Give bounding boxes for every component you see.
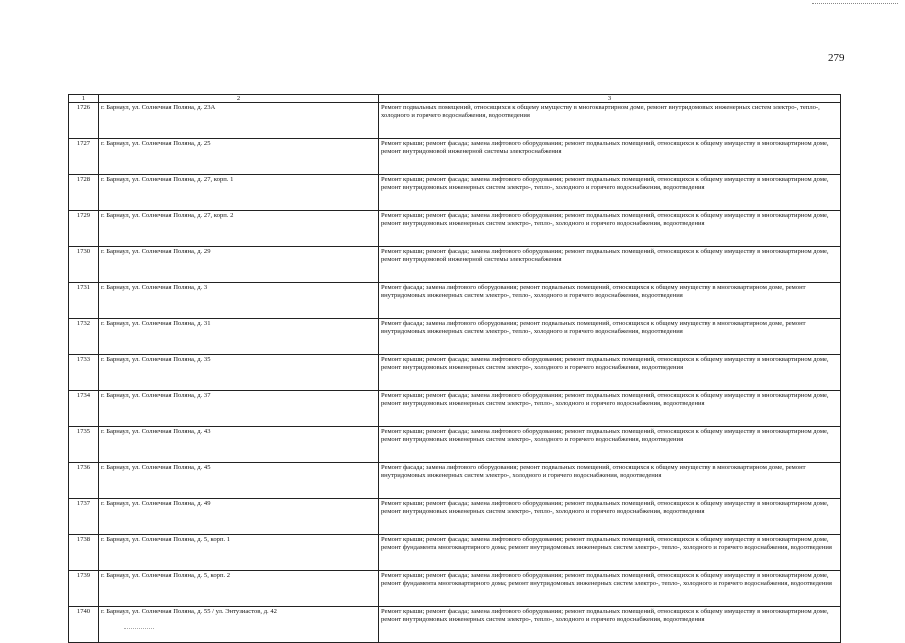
table-row: [69, 571, 841, 607]
works-cell: Ремонт крыши; ремонт фасада; замена лифтового оборудования; ремонт подвальных помещений, относящихся к общему имуществу в многоквартирном доме, ремонт внутридомовых инженерных систем электро-, тепло-, холодного и горячего водоснабжения, водоотведения: [379, 175, 841, 211]
row-number-cell: 1734: [69, 391, 99, 427]
row-number-cell: 1732: [69, 319, 99, 355]
works-cell: Ремонт крыши; ремонт фасада; замена лифтового оборудования; ремонт подвальных помещений, относящихся к общему имуществу в многоквартирном доме, ремонт фундамента многоквартирного дома; ремонт внутридомовых инженерных систем электро-, тепло-, холодного и горячего водоснабжения, водоотведения: [379, 571, 841, 607]
row-number-cell: 1733: [69, 355, 99, 391]
table-row: [69, 499, 841, 535]
table-row: [69, 463, 841, 499]
works-cell: Ремонт фасада; замена лифтового оборудования; ремонт подвальных помещений, относящихся к общему имуществу в многоквартирном доме, ремонт внутридомовых инженерных систем электро-, тепло-, холодного и горячего водоснабжения, водоотведения: [379, 319, 841, 355]
table-row: [69, 391, 841, 427]
address-cell: г. Барнаул, ул. Солнечная Поляна, д. 27, корп. 1: [99, 175, 379, 211]
table-row: [69, 355, 841, 391]
row-number-cell: 1728: [69, 175, 99, 211]
works-cell: Ремонт крыши; ремонт фасада; замена лифтового оборудования; ремонт подвальных помещений, относящихся к общему имуществу в многоквартирном доме, ремонт внутридомовых инженерных систем электро-, холодного и горячего водоснабжения, водоотведения: [379, 355, 841, 391]
works-cell: Ремонт крыши; ремонт фасада; замена лифтового оборудования; ремонт подвальных помещений, относящихся к общему имуществу в многоквартирном доме, ремонт фундамента многоквартирного дома; ремонт внутридомовых инженерных систем электро-, тепло-, холодного и горячего водоснабжения, водоотведения: [379, 535, 841, 571]
table-header-row: [69, 95, 841, 103]
row-number-cell: 1729: [69, 211, 99, 247]
row-number-cell: 1738: [69, 535, 99, 571]
works-cell: Ремонт подвальных помещений, относящихся к общему имуществу в многоквартирном доме, ремонт внутридомовых инженерных систем электро-, тепло-, холодного и горячего водоснабжения, водоотведения: [379, 103, 841, 139]
address-cell: г. Барнаул, ул. Солнечная Поляна, д. 45: [99, 463, 379, 499]
address-cell: г. Барнаул, ул. Солнечная Поляна, д. 27, корп. 2: [99, 211, 379, 247]
header-cell-works: 3: [379, 95, 841, 103]
row-number-cell: 1727: [69, 139, 99, 175]
address-cell: г. Барнаул, ул. Солнечная Поляна, д. 25: [99, 139, 379, 175]
table-row: [69, 319, 841, 355]
address-cell: г. Барнаул, ул. Солнечная Поляна, д. 37: [99, 391, 379, 427]
address-cell: г. Барнаул, ул. Солнечная Поляна, д. 29: [99, 247, 379, 283]
works-cell: Ремонт крыши; ремонт фасада; замена лифтового оборудования; ремонт подвальных помещений, относящихся к общему имуществу в многоквартирном доме, ремонт внутридомовой инженерной системы электроснабжения: [379, 247, 841, 283]
repair-works-table: [68, 94, 841, 643]
row-number-cell: 1739: [69, 571, 99, 607]
works-cell: Ремонт крыши; ремонт фасада; замена лифтового оборудования; ремонт подвальных помещений, относящихся к общему имуществу в многоквартирном доме, ремонт внутридомовых инженерных систем электро-, тепло-, холодного и горячего водоснабжения, водоотведения: [379, 391, 841, 427]
address-cell: г. Барнаул, ул. Солнечная Поляна, д. 3: [99, 283, 379, 319]
table-row: [69, 211, 841, 247]
header-cell-address: 2: [99, 95, 379, 103]
table-row: [69, 247, 841, 283]
works-cell: Ремонт крыши; ремонт фасада; замена лифтового оборудования; ремонт подвальных помещений, относящихся к общему имуществу в многоквартирном доме, ремонт внутридомовых инженерных систем электро-, холодного и горячего водоснабжения, водоотведения: [379, 427, 841, 463]
address-cell: г. Барнаул, ул. Солнечная Поляна, д. 55 / ул. Энтузиастов, д. 42: [99, 607, 379, 643]
address-cell: г. Барнаул, ул. Солнечная Поляна, д. 43: [99, 427, 379, 463]
works-cell: Ремонт крыши; ремонт фасада; замена лифтового оборудования; ремонт подвальных помещений, относящихся к общему имуществу в многоквартирном доме, ремонт внутридомовых инженерных систем электро-, тепло-, холодного и горячего водоснабжения, водоотведения: [379, 607, 841, 643]
works-cell: Ремонт фасада; замена лифтового оборудования; ремонт подвальных помещений, относящихся к общему имуществу в многоквартирном доме, ремонт внутридомовых инженерных систем электро-, тепло-, холодного и горячего водоснабжения, водоотведения: [379, 283, 841, 319]
works-cell: Ремонт крыши; ремонт фасада; замена лифтового оборудования; ремонт подвальных помещений, относящихся к общему имуществу в многоквартирном доме, ремонт внутридомовых инженерных систем электро-, тепло-, холодного и горячего водоснабжения, водоотведения: [379, 499, 841, 535]
address-cell: г. Барнаул, ул. Солнечная Поляна, д. 35: [99, 355, 379, 391]
works-cell: Ремонт крыши; ремонт фасада; замена лифтового оборудования; ремонт подвальных помещений, относящихся к общему имуществу в многоквартирном доме, ремонт внутридомовых инженерных систем электро-, тепло-, холодного и горячего водоснабжения, водоотведения: [379, 211, 841, 247]
address-cell: г. Барнаул, ул. Солнечная Поляна, д. 23А: [99, 103, 379, 139]
address-cell: г. Барнаул, ул. Солнечная Поляна, д. 49: [99, 499, 379, 535]
row-number-cell: 1735: [69, 427, 99, 463]
works-cell: Ремонт крыши; ремонт фасада; замена лифтового оборудования; ремонт подвальных помещений, относящихся к общему имуществу в многоквартирном доме, ремонт внутридомовой инженерной системы электроснабжения: [379, 139, 841, 175]
row-number-cell: 1726: [69, 103, 99, 139]
address-cell: г. Барнаул, ул. Солнечная Поляна, д. 31: [99, 319, 379, 355]
row-number-cell: 1740: [69, 607, 99, 643]
table-row: [69, 175, 841, 211]
address-cell: г. Барнаул, ул. Солнечная Поляна, д. 5, корп. 1: [99, 535, 379, 571]
row-number-cell: 1736: [69, 463, 99, 499]
works-cell: Ремонт фасада; замена лифтового оборудования; ремонт подвальных помещений, относящихся к общему имуществу в многоквартирном доме, ремонт внутридомовых инженерных систем электро-, холодного и горячего водоснабжения, водоотведения: [379, 463, 841, 499]
address-cell: г. Барнаул, ул. Солнечная Поляна, д. 5, корп. 2: [99, 571, 379, 607]
row-number-cell: 1731: [69, 283, 99, 319]
row-number-cell: 1730: [69, 247, 99, 283]
table-row: [69, 607, 841, 643]
table-row: [69, 139, 841, 175]
table-row: [69, 283, 841, 319]
header-cell-number: 1: [69, 95, 99, 103]
table-row: [69, 535, 841, 571]
table-row: [69, 103, 841, 139]
table-row: [69, 427, 841, 463]
row-number-cell: 1737: [69, 499, 99, 535]
page-number: 279: [828, 52, 845, 64]
scan-bottom-mark: [124, 628, 154, 630]
scan-edge-mark: [812, 3, 898, 5]
